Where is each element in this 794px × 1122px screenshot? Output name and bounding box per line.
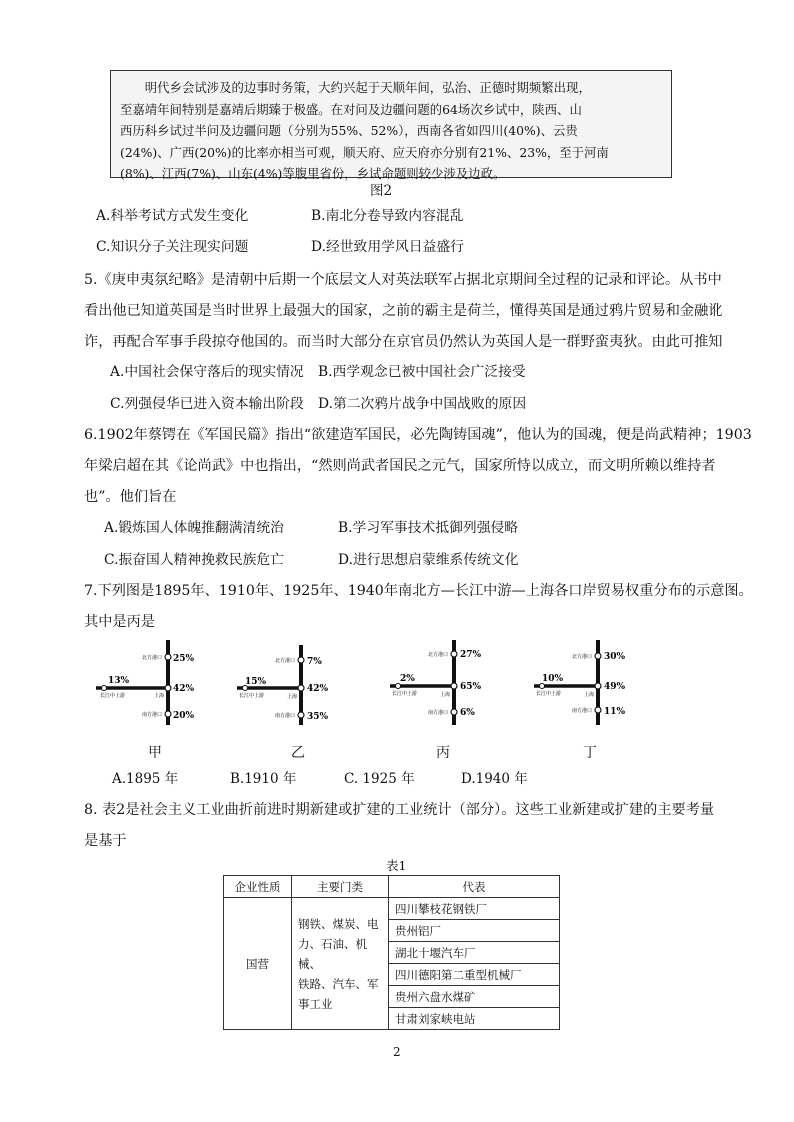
- yangtze-value: 13%: [108, 676, 130, 686]
- q5-option-d: D.第二次鸦片战争中国战败的原因: [318, 396, 527, 412]
- q6-option-b: B.学习军事技术抵御列强侵略: [338, 520, 519, 536]
- north-port-label: 北方港口: [571, 654, 592, 660]
- south-value: 20%: [173, 711, 195, 721]
- representative-cell: 贵州铝厂: [389, 920, 560, 942]
- south-value: 6%: [460, 708, 475, 718]
- trade-diagram-jia: [96, 640, 241, 725]
- north-value: 27%: [460, 650, 482, 660]
- q7-stem-line: 7.下列图是1895年、1910年、1925年、1940年南北方—长江中游—上海各口岸贸易权重分布的示意图。: [84, 583, 753, 599]
- figure-caption: 图2: [370, 183, 393, 199]
- q6-option-c: C.振奋国人精神挽救民族危亡: [104, 552, 285, 568]
- south-value: 11%: [604, 707, 626, 717]
- category-line: 事工业: [298, 996, 333, 1011]
- q5-option-a: A.中国社会保守落后的现实情况: [110, 364, 304, 380]
- q5-option-b: B.西学观念已被中国社会广泛接受: [318, 364, 526, 380]
- south-port-label: 南方港口: [141, 712, 162, 718]
- trade-diagram-yi: [237, 640, 382, 725]
- category-line: 铁路、汽车、军: [298, 976, 379, 991]
- diagram-caption-bing: 丙: [436, 745, 450, 761]
- yangtze-label: 长江中上游: [392, 691, 418, 697]
- q5-option-c: C.列强侵华已进入资本输出阶段: [110, 396, 304, 412]
- excerpt-line: 明代乡会试涉及的边事时务策，大约兴起于天顺年间，弘治、正德时期频繁出现，: [120, 80, 591, 95]
- south-value: 35%: [307, 712, 329, 722]
- q6-option-a: A.锻炼国人体魄推翻满清统治: [104, 520, 284, 536]
- north-port-label: 北方港口: [427, 652, 448, 658]
- excerpt-line: (24%)、广西(20%)的比率亦相当可观，顺天府、应天府亦分别有21%、23%，至于河南: [120, 144, 609, 160]
- diagram-caption-yi: 乙: [291, 745, 305, 761]
- shanghai-value: 42%: [307, 684, 329, 694]
- shanghai-value: 42%: [173, 684, 195, 694]
- representative-cell: 贵州六盘水煤矿: [389, 986, 560, 1008]
- q8-stem-line: 是基于: [84, 833, 127, 849]
- industry-table: [223, 875, 560, 1030]
- q6-stem-line: 年梁启超在其《论尚武》中也指出，“然则尚武者国民之元气，国家所恃以成立，而文明所赖以维持者: [84, 458, 716, 474]
- table-header: 代表: [389, 876, 560, 898]
- q4-option-a: A.科举考试方式发生变化: [96, 208, 249, 224]
- shanghai-label: 上海: [440, 692, 451, 698]
- excerpt-line: (8%)、江西(7%)、山东(4%)等腹里省份，乡试命题则较少涉及边政。: [120, 166, 506, 181]
- diagram-caption-ding: 丁: [583, 745, 597, 761]
- table-title: 表1: [386, 858, 407, 873]
- shanghai-value: 65%: [460, 682, 482, 692]
- trade-diagram-ding: [534, 640, 679, 725]
- south-port-label: 南方港口: [571, 708, 592, 714]
- q7-option-c: C. 1925 年: [344, 771, 415, 787]
- excerpt-line: 至嘉靖年间特别是嘉靖后期臻于极盛。在对问及边疆问题的64场次乡试中，陕西、山: [120, 101, 582, 117]
- south-port-label: 南方港口: [427, 710, 448, 716]
- north-value: 7%: [307, 657, 322, 667]
- yangtze-value: 15%: [245, 677, 267, 687]
- yangtze-label: 长江中上游: [100, 693, 126, 699]
- shanghai-label: 上海: [584, 692, 595, 698]
- page-number: 2: [393, 1045, 401, 1059]
- category-line: 力、石油、机械、: [298, 936, 367, 971]
- main-categories: [292, 898, 389, 1030]
- q5-stem-line: 诈，再配合军事手段掠夺他国的。而当时大部分在京官员仍然认为英国人是一群野蛮夷狄。由此可推知: [84, 334, 723, 350]
- shanghai-value: 49%: [604, 682, 626, 692]
- yangtze-value: 2%: [400, 674, 415, 684]
- yangtze-value: 10%: [542, 674, 564, 684]
- q7-option-b: B.1910 年: [230, 771, 297, 787]
- q7-option-d: D.1940 年: [461, 771, 528, 787]
- north-port-label: 北方港口: [141, 655, 162, 661]
- representative-cell: 甘肃刘家峡电站: [389, 1008, 560, 1030]
- north-value: 25%: [173, 654, 195, 664]
- trade-diagram-bing: [390, 640, 535, 725]
- q5-stem-line: 看出他已知道英国是当时世界上最强大的国家，之前的霸主是荷兰，懂得英国是通过鸦片贸易和金融讹: [84, 303, 723, 319]
- table-header: 企业性质: [224, 876, 292, 898]
- excerpt-box: [110, 70, 672, 181]
- representative-cell: 四川德阳第二重型机械厂: [389, 964, 560, 986]
- table-header: 主要门类: [292, 876, 389, 898]
- q6-option-d: D.进行思想启蒙维系传统文化: [338, 552, 519, 568]
- yangtze-label: 长江中上游: [239, 693, 265, 699]
- q8-stem-line: 8. 表2是社会主义工业曲折前进时期新建或扩建的工业统计（部分）。这些工业新建或扩建的主要考量: [84, 802, 715, 818]
- shanghai-label: 上海: [287, 694, 298, 700]
- excerpt-line: 西历科乡试过半问及边疆问题（分别为55%、52%），西南各省如四川(40%)、云贵: [120, 123, 578, 138]
- shanghai-label: 上海: [154, 693, 165, 699]
- q5-stem-line: 5.《庚申夷氛纪略》是清朝中后期一个底层文人对英法联军占据北京期间全过程的记录和评论。从书中: [84, 272, 722, 288]
- diagram-caption-jia: 甲: [148, 745, 162, 761]
- table-header-row: [224, 876, 560, 898]
- north-value: 30%: [604, 652, 626, 662]
- q6-stem-line: 也”。他们旨在: [84, 489, 177, 505]
- south-port-label: 南方港口: [274, 713, 295, 719]
- enterprise-nature: 国营: [224, 898, 292, 1030]
- q4-option-c: C.知识分子关注现实问题: [96, 239, 249, 255]
- north-port-label: 北方港口: [274, 658, 295, 664]
- representative-cell: 湖北十堰汽车厂: [389, 942, 560, 964]
- yangtze-label: 长江中上游: [536, 691, 562, 697]
- category-line: 钢铁、煤炭、电: [298, 916, 379, 931]
- q6-stem-line: 6.1902年蔡锷在《军国民篇》指出“欲建造军国民，必先陶铸国魂”，他认为的国魂，便是尚武精神；1903: [84, 427, 752, 443]
- q7-option-a: A.1895 年: [112, 771, 179, 787]
- q7-stem-line: 其中是丙是: [84, 614, 155, 630]
- q4-option-d: D.经世致用学风日益盛行: [311, 239, 464, 255]
- q4-option-b: B.南北分卷导致内容混乱: [311, 208, 464, 224]
- representative-cell: 四川攀枝花钢铁厂: [389, 898, 560, 920]
- table-row: [224, 898, 560, 920]
